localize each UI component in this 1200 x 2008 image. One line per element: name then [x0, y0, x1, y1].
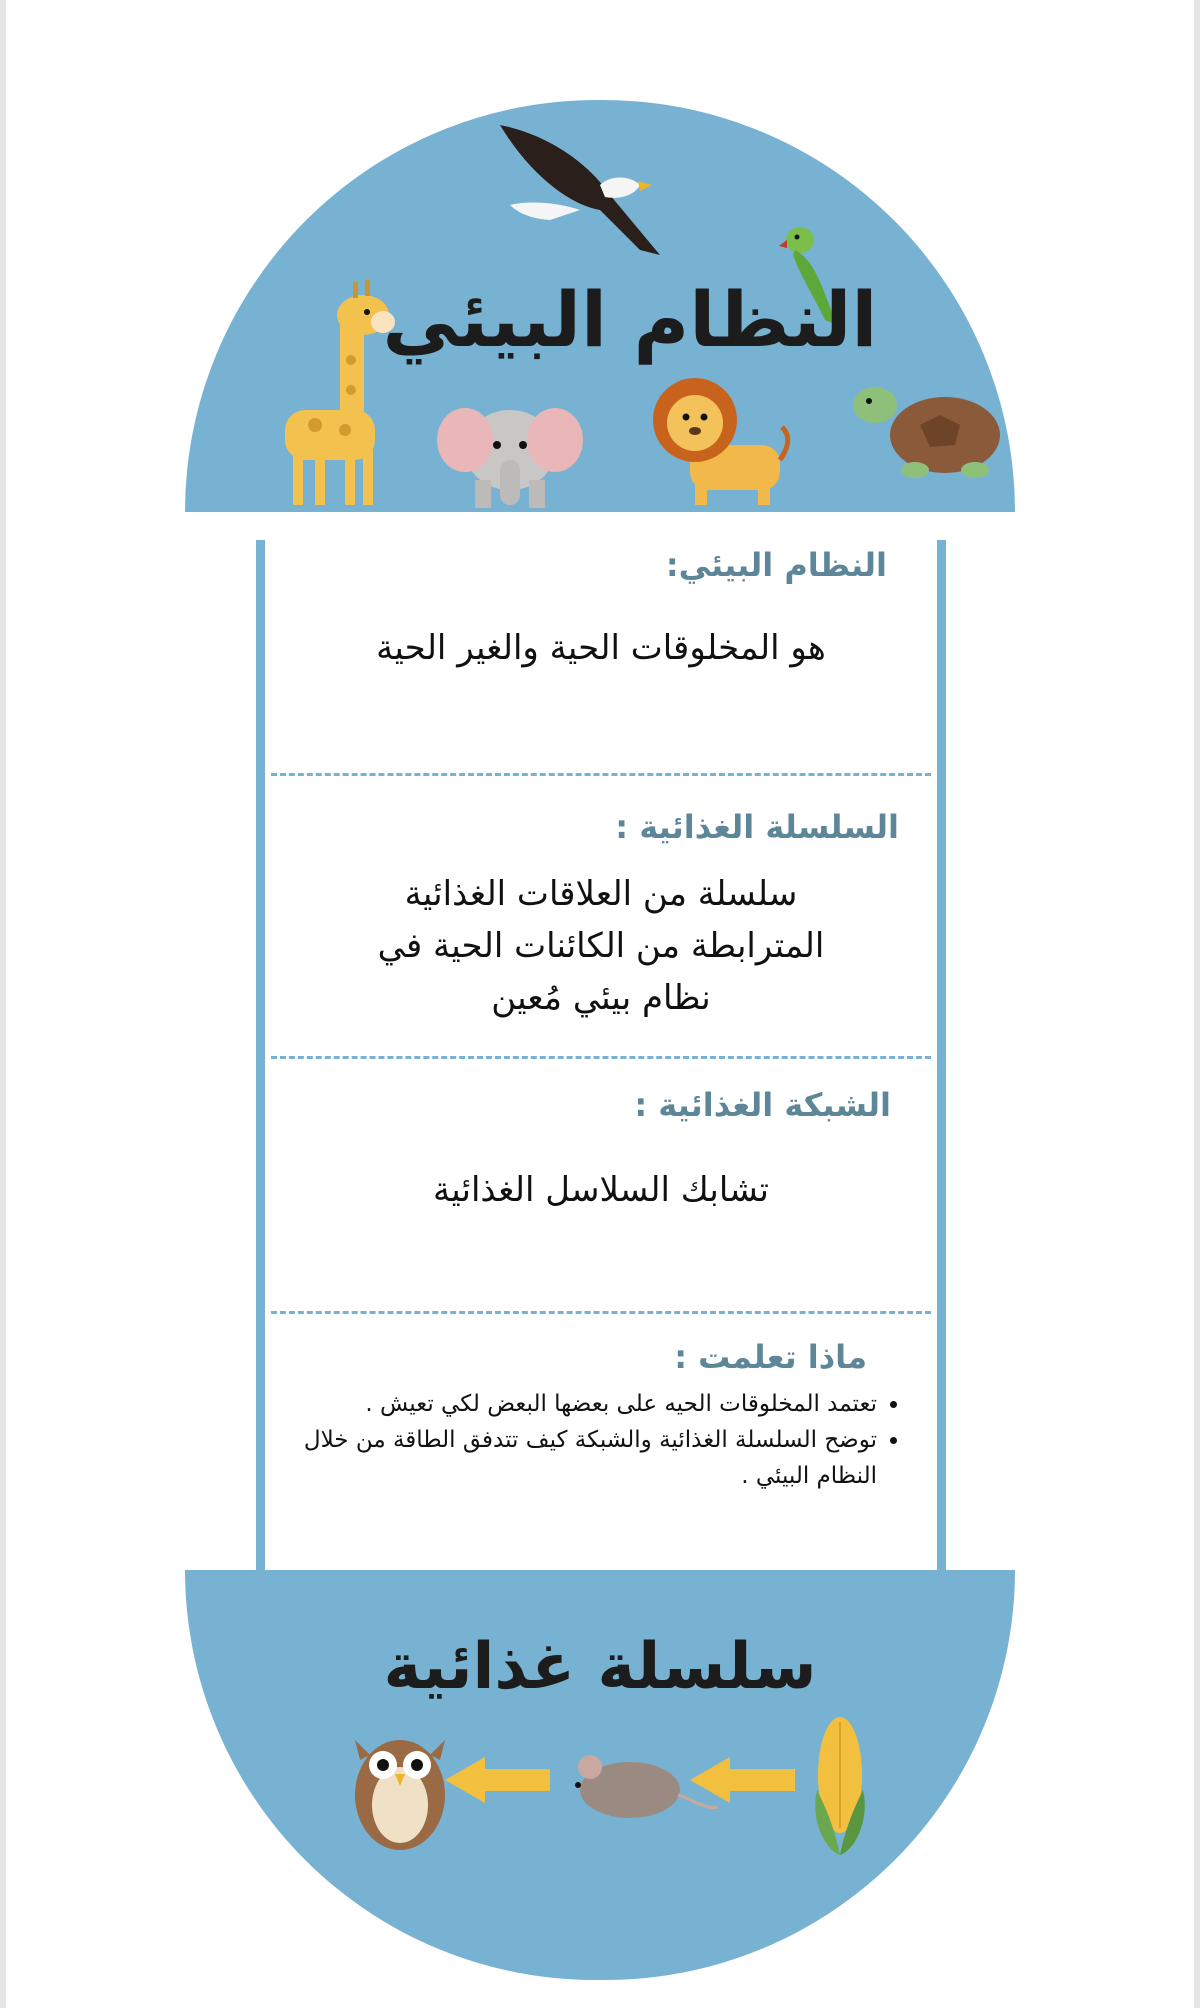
- page-edge-right: [1194, 0, 1200, 2008]
- section-learned: [265, 1338, 937, 1494]
- arrow-left-icon: [445, 1755, 555, 1805]
- corn-icon: [805, 1710, 875, 1860]
- section-body-line: المترابطة من الكائنات الحية في: [377, 926, 825, 966]
- section-food-web: [265, 1086, 937, 1216]
- elephant-icon: [435, 390, 585, 510]
- section-body-line: سلسلة من العلاقات الغذائية: [404, 874, 798, 914]
- lion-icon: [650, 365, 800, 510]
- list-item: • تعتمد المخلوقات الحيه على بعضها البعض لكي تعيش .: [295, 1386, 877, 1422]
- section-heading: الشبكة الغذائية :: [634, 1086, 891, 1124]
- section-food-chain: [265, 808, 937, 1024]
- list-item: • توضح السلسلة الغذائية والشبكة كيف تتدفق الطاقة من خلال النظام البيئي .: [295, 1422, 877, 1494]
- page-edge-left: [0, 0, 6, 2008]
- divider: [271, 1311, 931, 1314]
- eagle-icon: [490, 115, 680, 265]
- divider: [271, 773, 931, 776]
- header-dome: [185, 100, 1015, 512]
- section-body-line: نظام بيئي مُعين: [491, 978, 711, 1018]
- section-heading: ماذا تعلمت :: [674, 1338, 867, 1376]
- turtle-icon: [845, 365, 1015, 485]
- page-title: النظام البيئي: [382, 275, 878, 364]
- section-body: تشابك السلاسل الغذائية: [433, 1170, 769, 1210]
- section-body: هو المخلوقات الحية والغير الحية: [376, 628, 826, 668]
- footer-dome: [185, 1570, 1015, 1980]
- arrow-left-icon: [690, 1755, 800, 1805]
- learned-list: [265, 1386, 937, 1494]
- content-panel: [256, 540, 946, 1570]
- section-ecosystem: [265, 546, 937, 674]
- divider: [271, 1056, 931, 1059]
- footer-title: سلسلة غذائية: [383, 1630, 817, 1704]
- section-heading: النظام البيئي:: [665, 546, 887, 584]
- section-heading: السلسلة الغذائية :: [615, 808, 899, 846]
